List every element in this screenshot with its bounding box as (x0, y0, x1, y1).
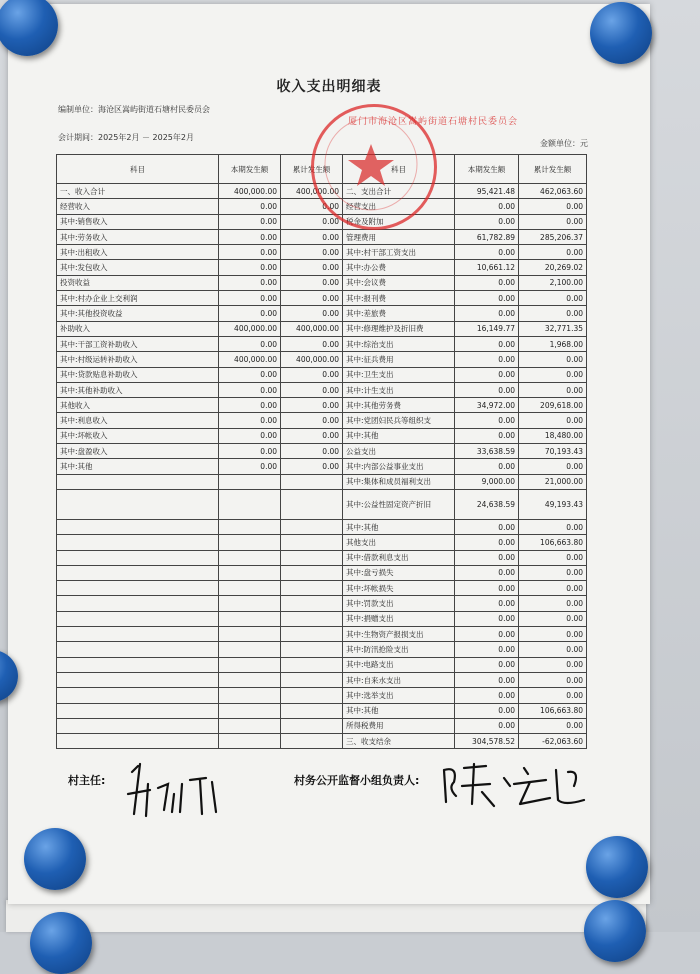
account-name-cell: 其中:电路支出 (343, 657, 455, 672)
amount-cell: 400,000.00 (219, 184, 281, 199)
amount-cell: 0.00 (519, 672, 587, 687)
amount-cell: 285,206.37 (519, 229, 587, 244)
account-name-cell: 其中:其他 (343, 428, 455, 443)
table-row (57, 336, 587, 351)
accounting-period: 会计期间：2025年2月 － 2025年2月 (58, 133, 194, 142)
amount-cell: 0.00 (519, 642, 587, 657)
amount-cell (281, 581, 343, 596)
amount-cell: 10,661.12 (455, 260, 519, 275)
amount-cell: 0.00 (519, 413, 587, 428)
amount-cell (219, 581, 281, 596)
table-row (57, 444, 587, 459)
push-pin (24, 828, 86, 890)
amount-cell: 0.00 (219, 444, 281, 459)
table-row (57, 596, 587, 611)
amount-cell: 0.00 (455, 199, 519, 214)
amount-cell: 0.00 (519, 550, 587, 565)
amount-cell (281, 550, 343, 565)
amount-cell (281, 642, 343, 657)
account-name-cell (57, 627, 219, 642)
amount-cell: 0.00 (281, 229, 343, 244)
amount-cell: 0.00 (219, 306, 281, 321)
table-row (57, 275, 587, 290)
amount-cell (281, 703, 343, 718)
table-row (57, 642, 587, 657)
amount-cell: 106,663.80 (519, 535, 587, 550)
amount-cell: 0.00 (455, 428, 519, 443)
account-name-cell: 其中:劳务收入 (57, 229, 219, 244)
supervisor-label: 村务公开监督小组负责人: (294, 774, 420, 787)
push-pin (30, 912, 92, 974)
account-name-cell: 其中:其他劳务费 (343, 398, 455, 413)
income-expense-table (56, 154, 587, 749)
account-name-cell: 其中:党团妇民兵等组织支 (343, 413, 455, 428)
amount-cell: 400,000.00 (219, 352, 281, 367)
amount-cell: 0.00 (455, 535, 519, 550)
account-name-cell: 其中:自来水支出 (343, 672, 455, 687)
amount-cell (281, 718, 343, 733)
account-name-cell: 其中:综治支出 (343, 336, 455, 351)
amount-cell: 0.00 (219, 398, 281, 413)
amount-cell: 0.00 (455, 611, 519, 626)
amount-cell: 0.00 (281, 367, 343, 382)
amount-cell: 400,000.00 (281, 184, 343, 199)
table-row (57, 565, 587, 580)
currency-unit: 金额单位：元 (540, 139, 588, 148)
seal-text: 厦门市海沧区嵩屿街道石塘村民委员会 (348, 117, 519, 127)
amount-cell: 0.00 (519, 596, 587, 611)
account-name-cell: 公益支出 (343, 444, 455, 459)
table-row (57, 306, 587, 321)
amount-cell: 33,638.59 (455, 444, 519, 459)
account-name-cell: 其中:贷款贴息补助收入 (57, 367, 219, 382)
amount-cell: 0.00 (519, 214, 587, 229)
amount-cell: 0.00 (281, 336, 343, 351)
amount-cell: 61,782.89 (455, 229, 519, 244)
table-row (57, 474, 587, 489)
amount-cell (219, 627, 281, 642)
amount-cell: 0.00 (281, 214, 343, 229)
account-name-cell: 二、支出合计 (343, 184, 455, 199)
amount-cell: 0.00 (519, 245, 587, 260)
account-name-cell: 其中:公益性固定资产折旧 (343, 489, 455, 519)
amount-cell (281, 596, 343, 611)
account-name-cell (57, 565, 219, 580)
amount-cell: 34,972.00 (455, 398, 519, 413)
account-name-cell (57, 535, 219, 550)
amount-cell: 0.00 (219, 336, 281, 351)
amount-cell: 0.00 (455, 565, 519, 580)
document-title: 收入支出明细表 (276, 79, 382, 95)
table-row (57, 535, 587, 550)
account-name-cell: 税金及附加 (343, 214, 455, 229)
table-row (57, 321, 587, 336)
account-name-cell: 其中:坏帐收入 (57, 428, 219, 443)
amount-cell (219, 703, 281, 718)
amount-cell: 2,100.00 (519, 275, 587, 290)
amount-cell: 0.00 (519, 291, 587, 306)
push-pin (584, 900, 646, 962)
amount-cell: 0.00 (219, 275, 281, 290)
amount-cell: 0.00 (519, 581, 587, 596)
compiling-unit: 编制单位：海沧区嵩屿街道石塘村民委员会 (58, 105, 210, 114)
table-row (57, 367, 587, 382)
account-name-cell (57, 642, 219, 657)
account-name-cell: 其中:其他 (57, 459, 219, 474)
account-name-cell: 其中:捐赠支出 (343, 611, 455, 626)
amount-cell: 0.00 (455, 352, 519, 367)
amount-cell: 70,193.43 (519, 444, 587, 459)
amount-cell (219, 565, 281, 580)
table-row (57, 382, 587, 397)
account-name-cell: 管理费用 (343, 229, 455, 244)
amount-cell: 0.00 (219, 459, 281, 474)
amount-cell (219, 519, 281, 534)
amount-cell: 95,421.48 (455, 184, 519, 199)
account-name-cell: 其中:办公费 (343, 260, 455, 275)
account-name-cell: 其中:出租收入 (57, 245, 219, 260)
account-name-cell (57, 596, 219, 611)
account-name-cell: 其中:罚款支出 (343, 596, 455, 611)
amount-cell: 0.00 (455, 291, 519, 306)
amount-cell: 0.00 (281, 199, 343, 214)
amount-cell: 49,193.43 (519, 489, 587, 519)
account-name-cell: 其中:村级运转补助收入 (57, 352, 219, 367)
amount-cell: 0.00 (455, 581, 519, 596)
account-name-cell (57, 611, 219, 626)
table-row (57, 627, 587, 642)
table-row (57, 398, 587, 413)
amount-cell (281, 611, 343, 626)
amount-cell: 0.00 (519, 565, 587, 580)
amount-cell: 0.00 (281, 260, 343, 275)
amount-cell (219, 734, 281, 749)
table-row (57, 260, 587, 275)
amount-cell: 0.00 (519, 199, 587, 214)
village-head-signature (120, 754, 230, 824)
account-name-cell (57, 688, 219, 703)
amount-cell: 0.00 (455, 688, 519, 703)
amount-cell (219, 489, 281, 519)
amount-cell: 0.00 (455, 596, 519, 611)
paper-sheet-below (6, 900, 646, 932)
account-name-cell: 其中:盘盈收入 (57, 444, 219, 459)
amount-cell: 400,000.00 (281, 352, 343, 367)
amount-cell: 0.00 (455, 382, 519, 397)
amount-cell (219, 611, 281, 626)
amount-cell (281, 565, 343, 580)
table-row (57, 428, 587, 443)
table-row (57, 459, 587, 474)
table-row (57, 581, 587, 596)
account-name-cell: 经营支出 (343, 199, 455, 214)
account-name-cell (57, 550, 219, 565)
amount-cell: 0.00 (219, 245, 281, 260)
header-cell: 累计发生额 (519, 155, 587, 184)
amount-cell: 9,000.00 (455, 474, 519, 489)
amount-cell: 0.00 (219, 367, 281, 382)
account-name-cell: 其中:防汛抢险支出 (343, 642, 455, 657)
account-name-cell: 其中:选举支出 (343, 688, 455, 703)
account-name-cell: 其中:村办企业上交利润 (57, 291, 219, 306)
account-name-cell: 其中:其他 (343, 519, 455, 534)
amount-cell: 16,149.77 (455, 321, 519, 336)
account-name-cell: 其他支出 (343, 535, 455, 550)
account-name-cell: 三、收支结余 (343, 734, 455, 749)
account-name-cell: 其中:利息收入 (57, 413, 219, 428)
account-name-cell: 其中:会议费 (343, 275, 455, 290)
header-cell: 本期发生额 (455, 155, 519, 184)
push-pin (590, 2, 652, 64)
amount-cell (281, 535, 343, 550)
header-cell: 科目 (57, 155, 219, 184)
amount-cell (219, 474, 281, 489)
amount-cell: 0.00 (519, 382, 587, 397)
account-name-cell: 其中:生物资产报损支出 (343, 627, 455, 642)
table-row (57, 519, 587, 534)
amount-cell: 400,000.00 (219, 321, 281, 336)
amount-cell (281, 489, 343, 519)
account-name-cell: 其中:其他 (343, 703, 455, 718)
amount-cell: 209,618.00 (519, 398, 587, 413)
account-name-cell: 其中:其他补助收入 (57, 382, 219, 397)
amount-cell: -62,063.60 (519, 734, 587, 749)
amount-cell (281, 672, 343, 687)
village-head-label: 村主任: (68, 774, 106, 787)
amount-cell: 0.00 (455, 703, 519, 718)
account-name-cell (57, 657, 219, 672)
amount-cell (281, 688, 343, 703)
amount-cell: 0.00 (519, 657, 587, 672)
account-name-cell: 其中:卫生支出 (343, 367, 455, 382)
amount-cell: 0.00 (219, 214, 281, 229)
account-name-cell: 其他收入 (57, 398, 219, 413)
amount-cell: 0.00 (455, 275, 519, 290)
amount-cell: 0.00 (455, 718, 519, 733)
table-row (57, 657, 587, 672)
account-name-cell: 其中:修理维护及折旧费 (343, 321, 455, 336)
account-name-cell: 其中:借款利息支出 (343, 550, 455, 565)
table-row (57, 413, 587, 428)
amount-cell: 0.00 (281, 428, 343, 443)
amount-cell: 0.00 (219, 229, 281, 244)
amount-cell: 0.00 (519, 352, 587, 367)
amount-cell: 0.00 (219, 428, 281, 443)
amount-cell (281, 519, 343, 534)
account-name-cell (57, 581, 219, 596)
header-cell: 科目 (343, 155, 455, 184)
amount-cell: 0.00 (455, 367, 519, 382)
amount-cell: 0.00 (281, 413, 343, 428)
amount-cell: 0.00 (455, 306, 519, 321)
amount-cell: 0.00 (455, 657, 519, 672)
amount-cell (281, 627, 343, 642)
amount-cell (281, 657, 343, 672)
amount-cell (219, 535, 281, 550)
amount-cell: 0.00 (281, 444, 343, 459)
amount-cell: 0.00 (519, 519, 587, 534)
table-row (57, 718, 587, 733)
account-name-cell (57, 734, 219, 749)
account-name-cell: 其中:盘亏损失 (343, 565, 455, 580)
amount-cell: 304,578.52 (455, 734, 519, 749)
amount-cell (219, 672, 281, 687)
account-name-cell: 一、收入合计 (57, 184, 219, 199)
amount-cell: 0.00 (219, 413, 281, 428)
account-name-cell (57, 489, 219, 519)
account-name-cell: 其中:差旅费 (343, 306, 455, 321)
amount-cell: 0.00 (519, 627, 587, 642)
table-row (57, 734, 587, 749)
amount-cell: 0.00 (455, 214, 519, 229)
table-row (57, 245, 587, 260)
account-name-cell: 其中:其他投资收益 (57, 306, 219, 321)
amount-cell: 21,000.00 (519, 474, 587, 489)
table-row (57, 489, 587, 519)
account-name-cell (57, 672, 219, 687)
account-name-cell: 其中:发包收入 (57, 260, 219, 275)
amount-cell: 0.00 (519, 367, 587, 382)
amount-cell (219, 657, 281, 672)
amount-cell (281, 734, 343, 749)
amount-cell (219, 596, 281, 611)
amount-cell (219, 642, 281, 657)
document-sheet (8, 4, 650, 904)
amount-cell: 0.00 (455, 245, 519, 260)
amount-cell: 0.00 (519, 688, 587, 703)
amount-cell: 20,269.02 (519, 260, 587, 275)
amount-cell: 400,000.00 (281, 321, 343, 336)
amount-cell: 0.00 (281, 382, 343, 397)
table-row (57, 672, 587, 687)
amount-cell: 0.00 (519, 718, 587, 733)
account-name-cell: 其中:计生支出 (343, 382, 455, 397)
amount-cell: 0.00 (281, 291, 343, 306)
account-name-cell (57, 474, 219, 489)
amount-cell: 0.00 (455, 550, 519, 565)
amount-cell: 0.00 (455, 642, 519, 657)
push-pin (586, 836, 648, 898)
amount-cell: 0.00 (455, 672, 519, 687)
amount-cell (219, 550, 281, 565)
account-name-cell (57, 718, 219, 733)
amount-cell: 0.00 (281, 398, 343, 413)
amount-cell: 0.00 (219, 199, 281, 214)
amount-cell: 462,063.60 (519, 184, 587, 199)
header-cell: 本期发生额 (219, 155, 281, 184)
account-name-cell: 经营收入 (57, 199, 219, 214)
amount-cell: 0.00 (281, 306, 343, 321)
amount-cell: 0.00 (281, 245, 343, 260)
amount-cell: 0.00 (455, 519, 519, 534)
amount-cell: 0.00 (519, 306, 587, 321)
amount-cell: 0.00 (219, 260, 281, 275)
header-cell: 累计发生额 (281, 155, 343, 184)
amount-cell: 0.00 (219, 291, 281, 306)
table-row (57, 688, 587, 703)
amount-cell: 0.00 (455, 413, 519, 428)
table-row (57, 229, 587, 244)
table-row (57, 703, 587, 718)
account-name-cell: 其中:销售收入 (57, 214, 219, 229)
table-row (57, 611, 587, 626)
amount-cell: 0.00 (219, 382, 281, 397)
amount-cell: 1,968.00 (519, 336, 587, 351)
amount-cell: 0.00 (455, 336, 519, 351)
account-name-cell: 其中:干部工资补助收入 (57, 336, 219, 351)
amount-cell (281, 474, 343, 489)
account-name-cell (57, 703, 219, 718)
amount-cell (219, 718, 281, 733)
table-row (57, 352, 587, 367)
account-name-cell: 其中:征兵费用 (343, 352, 455, 367)
amount-cell: 0.00 (455, 627, 519, 642)
amount-cell: 0.00 (281, 275, 343, 290)
amount-cell: 32,771.35 (519, 321, 587, 336)
amount-cell: 24,638.59 (455, 489, 519, 519)
amount-cell: 106,663.80 (519, 703, 587, 718)
account-name-cell: 补助收入 (57, 321, 219, 336)
table-row (57, 291, 587, 306)
supervisor-signature (434, 756, 594, 816)
account-name-cell (57, 519, 219, 534)
amount-cell: 0.00 (281, 459, 343, 474)
account-name-cell: 所得税费用 (343, 718, 455, 733)
account-name-cell: 其中:村干部工资支出 (343, 245, 455, 260)
amount-cell: 0.00 (455, 459, 519, 474)
account-name-cell: 其中:坏帐损失 (343, 581, 455, 596)
amount-cell: 0.00 (519, 459, 587, 474)
amount-cell: 18,480.00 (519, 428, 587, 443)
account-name-cell: 其中:内部公益事业支出 (343, 459, 455, 474)
account-name-cell: 投资收益 (57, 275, 219, 290)
amount-cell: 0.00 (519, 611, 587, 626)
amount-cell (219, 688, 281, 703)
account-name-cell: 其中:报刊费 (343, 291, 455, 306)
table-row (57, 550, 587, 565)
account-name-cell: 其中:集体和成员福利支出 (343, 474, 455, 489)
